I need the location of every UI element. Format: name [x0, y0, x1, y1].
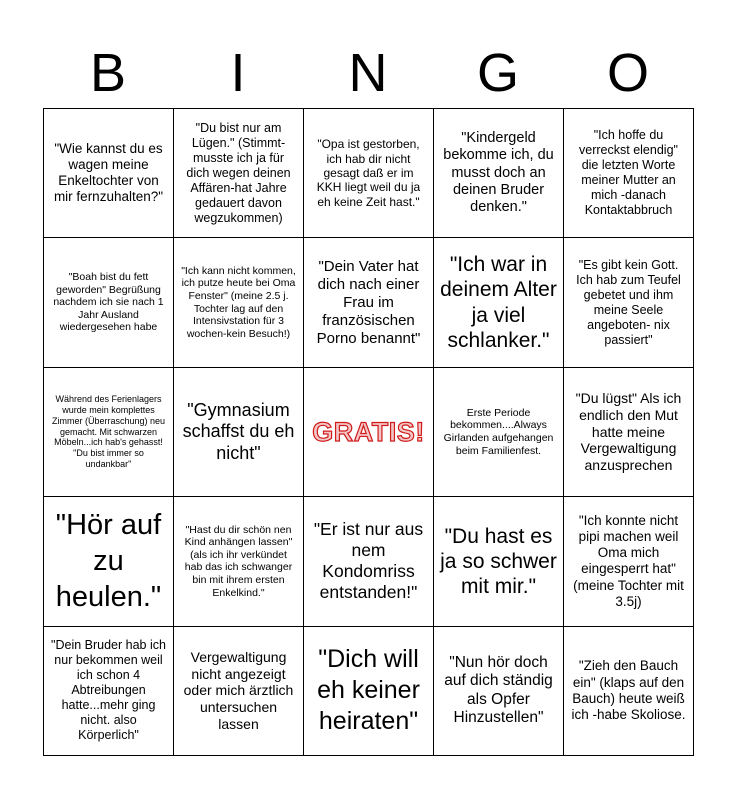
bingo-cell-g5[interactable]: "Nun hör doch auf dich ständig als Opfer Hinzustellen" [434, 626, 564, 755]
free-space-cell[interactable] [304, 367, 434, 496]
bingo-board [43, 108, 694, 756]
title-letter-o: O [606, 43, 649, 103]
bingo-cell-g3[interactable]: Erste Periode bekommen....Always Girlanden aufgehangen beim Familienfest. [434, 367, 564, 496]
board-row-4 [44, 497, 694, 626]
bingo-cell-n4[interactable]: "Er ist nur aus nem Kondomriss entstanden!" [304, 497, 434, 626]
bingo-cell-o3[interactable]: "Du lügst" Als ich endlich den Mut hatte meine Vergewaltigung anzusprechen [564, 367, 694, 496]
bingo-cell-g4[interactable]: "Du hast es ja so schwer mit mir." [434, 497, 564, 626]
bingo-cell-i5[interactable]: Vergewaltigung nicht angezeigt oder mich ärztlich untersuchen lassen [174, 626, 304, 755]
bingo-title [43, 38, 693, 108]
bingo-cell-n2[interactable]: "Dein Vater hat dich nach einer Frau im französischen Porno benannt" [304, 238, 434, 367]
free-space-label: GRATIS! [312, 416, 425, 447]
bingo-cell-n1[interactable]: "Opa ist gestorben, ich hab dir nicht gesagt daß er im KKH liegt weil du ja eh keine Zeit hast." [304, 109, 434, 238]
bingo-cell-b4[interactable]: "Hör auf zu heulen." [44, 497, 174, 626]
board-row-1 [44, 109, 694, 238]
title-letter-g: G [476, 43, 519, 103]
bingo-cell-o2[interactable]: "Es gibt kein Gott. Ich hab zum Teufel gebetet und ihm meine Seele angeboten- nix passiert" [564, 238, 694, 367]
bingo-cell-o4[interactable]: "Ich konnte nicht pipi machen weil Oma mich eingesperrt hat" (meine Tochter mit 3.5j) [564, 497, 694, 626]
bingo-cell-g2[interactable]: "Ich war in deinem Alter ja viel schlanker." [434, 238, 564, 367]
bingo-cell-o1[interactable]: "Ich hoffe du verreckst elendig" die letzten Worte meiner Mutter an mich -danach Kontaktabbruch [564, 109, 694, 238]
bingo-cell-i2[interactable]: "Ich kann nicht kommen, ich putze heute bei Oma Fenster" (meine 2.5 j. Tochter lag auf den Intensivstation für 3 wochen-kein Besuch!) [174, 238, 304, 367]
title-letter-n: N [348, 43, 388, 103]
board-row-2 [44, 238, 694, 367]
title-letter-i: I [230, 43, 246, 103]
board-row-3 [44, 367, 694, 496]
bingo-cell-b3[interactable]: Während des Ferienlagers wurde mein komplettes Zimmer (Überraschung) neu gemacht. Mit schwarzen Möbeln...ich hab's gehasst! "Du bist immer so undankbar" [44, 367, 174, 496]
bingo-cell-i1[interactable]: "Du bist nur am Lügen." (Stimmt- musste ich ja für dich wegen deinen Affären-hat Jahre gedauert davon wegzukommen) [174, 109, 304, 238]
bingo-cell-n5[interactable]: "Dich will eh keiner heiraten" [304, 626, 434, 755]
title-letter-b: B [89, 43, 127, 103]
bingo-cell-b1[interactable]: "Wie kannst du es wagen meine Enkeltochter von mir fernzuhalten?" [44, 109, 174, 238]
bingo-cell-i4[interactable]: "Hast du dir schön nen Kind anhängen lassen" (als ich ihr verkündet hab das ich schwanger bin mit ihrem ersten Enkelkind." [174, 497, 304, 626]
bingo-cell-g1[interactable]: "Kindergeld bekomme ich, du musst doch an deinen Bruder denken." [434, 109, 564, 238]
board-row-5 [44, 626, 694, 755]
bingo-cell-b2[interactable]: "Boah bist du fett geworden" Begrüßung nachdem ich sie nach 1 Jahr Ausland wiedergesehen habe [44, 238, 174, 367]
bingo-cell-b5[interactable]: "Dein Bruder hab ich nur bekommen weil ich schon 4 Abtreibungen hatte...mehr ging nicht. also Körperlich" [44, 626, 174, 755]
bingo-cell-i3[interactable]: "Gymnasium schaffst du eh nicht" [174, 367, 304, 496]
bingo-cell-o5[interactable]: "Zieh den Bauch ein" (klaps auf den Bauch) heute weiß ich -habe Skoliose. [564, 626, 694, 755]
